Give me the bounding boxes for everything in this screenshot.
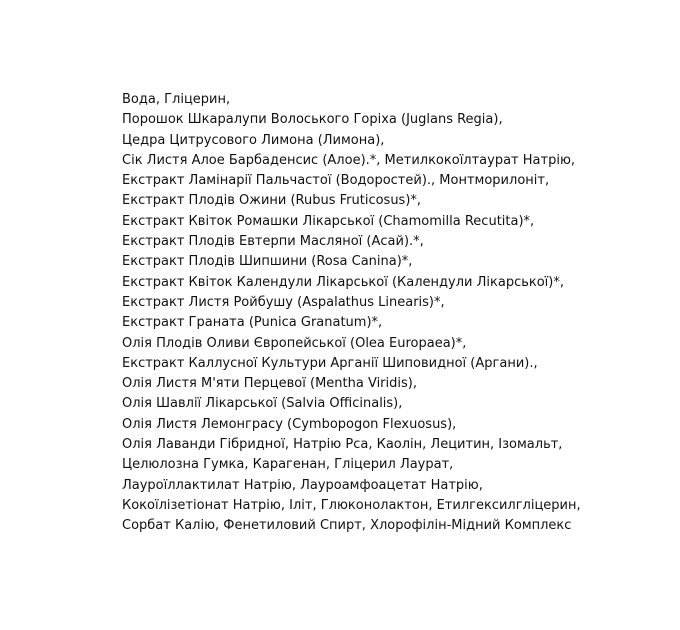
- ingredient-line-16: Олія Шавлії Лікарської (Salvia Officinalis),: [122, 396, 403, 412]
- ingredient-line-18: Олія Лаванди Гібридної, Натрію Рса, Каолін, Лецитин, Ізомальт,: [122, 437, 563, 453]
- ingredient-line-12: Екстракт Граната (Punica Granatum)*,: [122, 315, 383, 331]
- ingredient-line-10: Екстракт Квіток Календули Лікарської (Календули Лікарської)*,: [122, 274, 564, 290]
- ingredient-line-20: Лауроїллактилат Натрію, Лауроамфоацетат Натрію,: [122, 477, 483, 493]
- ingredient-line-15: Олія Листя М'яти Перцевої (Mentha Viridis),: [122, 376, 417, 392]
- ingredient-line-5: Екстракт Ламінарії Пальчастої (Водоростей)., Монтморилоніт,: [122, 173, 550, 189]
- ingredient-line-22: Сорбат Калію, Фенетиловий Спирт, Хлорофілін-Мідний Комплекс: [122, 518, 572, 534]
- ingredient-line-7: Екстракт Квіток Ромашки Лікарської (Chamomilla Recutita)*,: [122, 213, 535, 229]
- ingredient-line-3: Цедра Цитрусового Лимона (Лимона),: [122, 132, 385, 148]
- ingredients-list: [122, 90, 662, 537]
- ingredient-line-13: Олія Плодів Оливи Європейської (Olea Europaea)*,: [122, 335, 467, 351]
- ingredient-line-17: Олія Листя Лемонграсу (Cymbopogon Flexuosus),: [122, 416, 457, 432]
- ingredient-line-21: Кокоїлізетіонат Натрію, Іліт, Глюконолактон, Етилгексилгліцерин,: [122, 497, 581, 513]
- ingredient-line-9: Екстракт Плодів Шипшини (Rosa Canina)*,: [122, 254, 413, 270]
- ingredient-line-19: Целюлозна Гумка, Карагенан, Гліцерил Лаурат,: [122, 457, 454, 473]
- ingredient-line-6: Екстракт Плодів Ожини (Rubus Fruticosus)*,: [122, 193, 422, 209]
- ingredient-line-14: Екстракт Каллусної Культури Арганії Шиповидної (Аргани).,: [122, 355, 538, 371]
- ingredient-line-2: Порошок Шкаралупи Волоського Горіха (Juglans Regia),: [122, 112, 503, 128]
- ingredient-line-4: Сік Листя Алое Барбаденсис (Алое).*, Метилкокоїлтаурат Натрію,: [122, 152, 576, 168]
- ingredient-line-1: Вода, Гліцерин,: [122, 92, 231, 107]
- ingredient-line-11: Екстракт Листя Ройбушу (Aspalathus Linearis)*,: [122, 294, 445, 310]
- ingredient-line-8: Екстракт Плодів Евтерпи Масляної (Асай).*,: [122, 234, 424, 250]
